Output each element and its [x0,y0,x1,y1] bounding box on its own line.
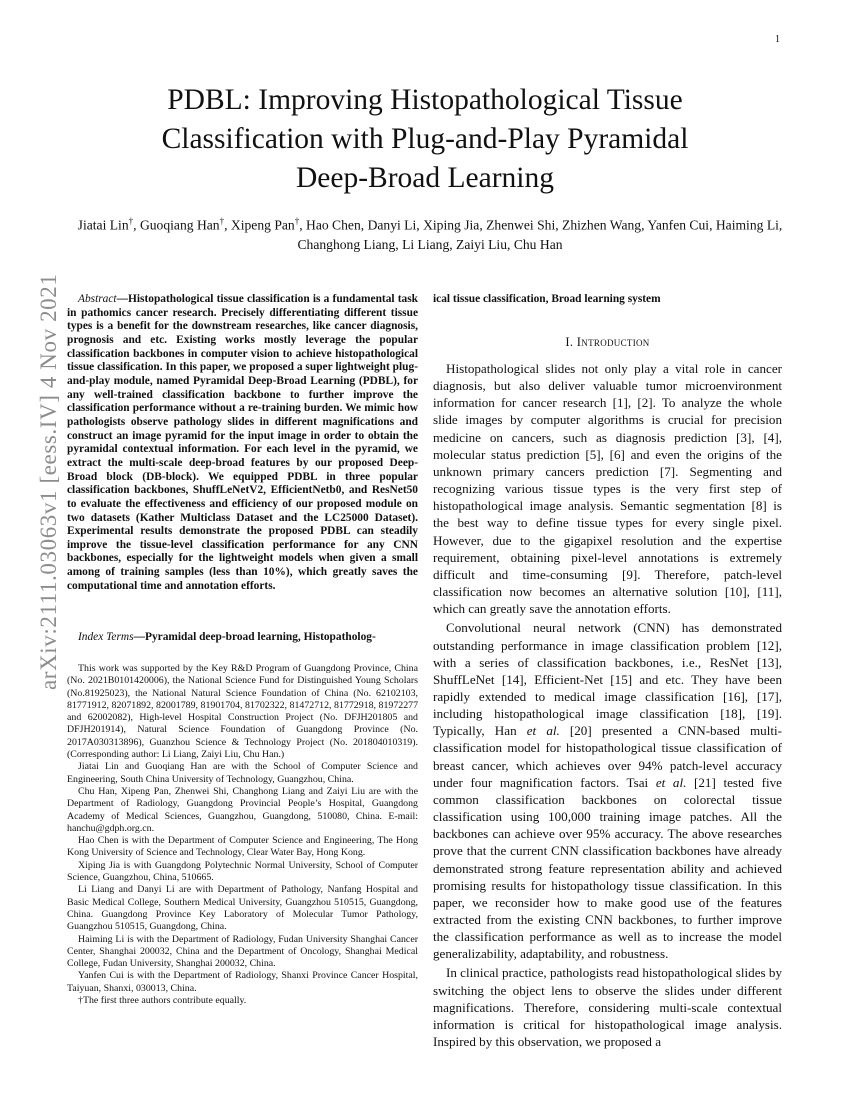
footnote-funding: This work was supported by the Key R&D Program of Guangdong Province, China (No. 2021B0101420006), the National Science Fund for Distinguished Young Scholars (No.81925023), the National Natural Science Foundation of China (No. 62102103, 81771912, 82071892, 82001789, 81901704, 81702322, 81472712, 81772918, 81972277 and 62002082), High-level Hospital Construction Project (No. DFJH201805 and DFJH201914), Natural Science Foundation of Guangdong Province (No. 2017A030313896), Guanzhou Science & Technology Project (No. 201804010319). (Corresponding author: Li Liang, Zaiyi Liu, Chu Han.) [67,663,418,761]
author-name: Xipeng Pan [230,217,295,233]
intro-paragraph-1: Histopathological slides not only play a vital role in cancer diagnosis, but also deliver valuable tumor microenvironment information for cancer research [1], [2]. To analyze the whole slide images by computer algorithms is crucial for precision medicine on cancers, such as diagnosis prediction [3], [4], molecular status prediction [5], [6] and even the origins of the unknown primary cancers prediction [7]. Segmenting and recognizing various tissue types is the very first step of histopathological image analysis. Semantic segmentation [8] is the best way to define tissue types for every single pixel. However, due to the gigapixel resolution and the expertise requirement, obtaining pixel-level annotations is extremely difficult and time-consuming [9]. Therefore, patch-level classification now becomes an alternative solution [10], [11], which can greatly save the annotation efforts. [433,361,782,617]
author-name: Danyi Li [367,217,417,233]
author-name: Xiping Jia [423,217,480,233]
index-terms-text: —Pyramidal deep-broad learning, Histopatholog- [133,631,376,643]
author-name: Haiming Li [715,217,779,233]
author-equal-contribution-mark: † [219,216,225,226]
footnote-affiliation: Xiping Jia is with Guangdong Polytechnic Normal University, School of Computer Science, Guangzhou, China, 510665. [67,859,418,884]
paper-title [80,81,770,198]
footnote-affiliation: Li Liang and Danyi Li are with Department of Pathology, Nanfang Hospital and Basic Medical College, Southern Medical University, Guangzhou 510515, Guangdong, China. Guangdong Province Key Laboratory of Molecular Tumor Pathology, Guangzhou 510515, Guangdong, China. [67,884,418,933]
footnote-affiliation: Hao Chen is with the Department of Computer Science and Engineering, The Hong Kong University of Science and Technology, Clear Water Bay, Hong Kong. [67,835,418,859]
introduction-body [433,360,782,1052]
author-equal-contribution-mark: † [128,216,134,226]
abstract [67,293,418,593]
author-name: Zaiyi Liu [456,236,508,252]
author-name: Jiatai Lin [77,217,129,233]
index-terms-continued: ical tissue classification, Broad learning system [433,293,661,305]
author-name: Changhong Liang [297,236,396,252]
intro-paragraph-2: Convolutional neural network (CNN) has demonstrated outstanding performance in image classification problem [12], with a series of classification backbones, i.e., ResNet [13], ShuffLeNet [14], Efficient-Net [15] and etc. They have been rapidly extended to medical image classification [16], [17], including histopathological image classification [18], [19]. Typically, Han et al. [20] presented a CNN-based multi-classification model for histopathological tissue classification of breast cancer, which achieves over 94% patch-level accuracy under four magnification factors. Tsai et al. [21] tested five common classification backbones on colorectal tissue classification using 100,000 training image patches. All the backbones can achieve over 95% accuracy. The above researches prove that the current CNN classification backbones have already demonstrated strong feature representation ability and achieved promising results for histopathology tissue classification. In this paper, we reconsider how to make good use of the features extracted from the existing CNN backbones, to further improve the classification performance as well as to increase the model generalizability, adaptability, and robustness. [433,620,782,962]
intro-paragraph-3: In clinical practice, pathologists read histopathological slides by switching the object lens to observe the slides under different magnifications. Therefore, considering multi-scale contextual information is critical for histopathological image analysis. Inspired by this observation, we proposed a [433,965,782,1050]
footnotes [67,663,418,1007]
author-list: Jiatai Lin†, Guoqiang Han†, Xipeng Pan†, Hao Chen, Danyi Li, Xiping Jia, Zhenwei Shi, Zhizhen Wang, Yanfen Cui, Haiming Li, Changhong Liang, Li Liang, Zaiyi Liu, Chu Han [77,216,783,252]
author-equal-contribution-mark: † [294,216,300,226]
footnote-affiliation: Yanfen Cui is with the Department of Radiology, Shanxi Province Cancer Hospital, Taiyuan, Shanxi, 030013, China. [67,970,418,994]
author-name: Yanfen Cui [647,217,710,233]
footnote-affiliation: Jiatai Lin and Guoqiang Han are with the School of Computer Science and Engineering, South China University of Technology, Guangzhou, China. [67,761,418,785]
title-line-1: PDBL: Improving Histopathological Tissue [167,84,683,116]
index-terms-label: Index Terms [78,631,134,643]
page-number: 1 [775,34,780,45]
title-line-3: Deep-Broad Learning [295,162,554,194]
author-name: Guoqiang Han [139,217,220,233]
abstract-text: —Histopathological tissue classification is a fundamental task in pathomics cancer research. Precisely differentiating different tissue types is a benefit for the downstream researches, like cancer diagnosis, prognosis and etc. Existing works mostly leverage the popular classification backbones in computer vision to achieve histopathological tissue classification. In this paper, we proposed a super lightweight plug-and-play module, named Pyramidal Deep-Broad Learning (PDBL), for any well-trained classification backbone to further improve the classification performance without a re-training burden. We mimic how pathologists observe pathology slides in different magnifications and construct an image pyramid for the input image in order to obtain the pyramidal contextual information. For each level in the pyramid, we extract the multi-scale deep-broad features by our proposed Deep-Broad block (DB-block). We equipped PDBL in three popular classification backbones, ShuffLeNetV2, EfficientNetb0, and ResNet50 to evaluate the effectiveness and efficiency of our proposed module on two datasets (Kather Multiclass Dataset and the LC25000 Dataset). Experimental results demonstrate the proposed PDBL can steadily improve the tissue-level classification performance for any CNN backbones, especially for the lightweight models when given a small among of training samples (less than 10%), which greatly saves the computational time and annotation efforts. [67,293,418,592]
author-name: Chu Han [513,236,563,252]
footnote-affiliation: Chu Han, Xipeng Pan, Zhenwei Shi, Changhong Liang and Zaiyi Liu are with the Department of Radiology, Guangdong Provincial People’s Hospital, Guangdong Academy of Medical Sciences, Guangzhou, Guangdong, 510080, China. E-mail: hanchu@gdph.org.cn. [67,785,418,834]
abstract-label: Abstract [78,293,117,305]
author-name: Zhizhen Wang [562,217,642,233]
index-terms [67,631,418,645]
footnote-equal-contribution: †The first three authors contribute equally. [78,995,247,1007]
author-name: Li Liang [402,236,450,252]
author-name: Hao Chen [306,217,361,233]
footnote-affiliation: Haiming Li is with the Department of Radiology, Fudan University Shanghai Cancer Center, Shanghai 200032, China and the Department of Oncology, Shanghai Medical College, Fudan University, Shanghai 200032, China. [67,933,418,970]
title-line-2: Classification with Plug-and-Play Pyramidal [161,123,689,155]
arxiv-identifier-stamp: arXiv:2111.03063v1 [eess.IV] 4 Nov 2021 [36,273,61,690]
section-heading-introduction: I. Introduction [565,335,650,349]
author-name: Zhenwei Shi [486,217,556,233]
